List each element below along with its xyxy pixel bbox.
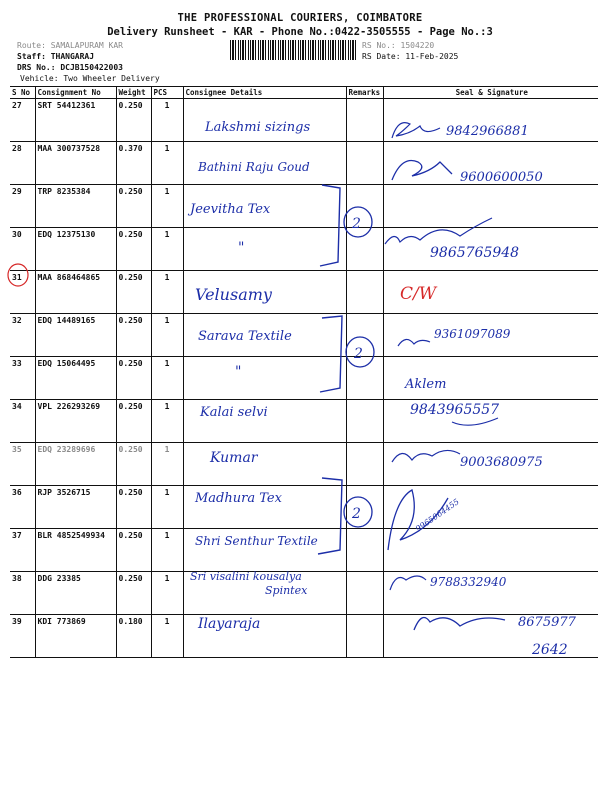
consignment-no: MAA 868464865 <box>35 271 116 314</box>
runsheet-table <box>10 86 598 658</box>
consignee-handwriting: Kumar <box>210 450 258 466</box>
sno: 33 <box>10 357 35 400</box>
sno: 29 <box>10 185 35 228</box>
weight: 0.250 <box>116 400 151 443</box>
signature-phone: 9865765948 <box>430 245 520 261</box>
pcs: 1 <box>151 99 183 142</box>
signature-cell <box>383 99 598 142</box>
rs-number: RS No.: 1504220 <box>362 41 435 50</box>
pcs: 1 <box>151 185 183 228</box>
vehicle-label: Vehicle: Two Wheeler Delivery <box>20 74 160 83</box>
pcs: 1 <box>151 314 183 357</box>
consignee-handwriting: " <box>235 364 242 380</box>
total-count: 2642 <box>532 642 568 658</box>
consignee-cell <box>183 99 346 142</box>
col-pcs: PCS <box>151 87 183 99</box>
signature-name: Aklem <box>405 377 447 392</box>
remarks-cell <box>346 615 383 658</box>
table-header-row <box>10 87 598 99</box>
pcs: 1 <box>151 615 183 658</box>
consignment-no: TRP 8235384 <box>35 185 116 228</box>
table-row <box>10 228 598 271</box>
consignee-handwriting: Kalai selvi <box>200 405 268 420</box>
barcode <box>230 40 358 60</box>
consignee-cell <box>183 529 346 572</box>
remarks-cell <box>346 271 383 314</box>
signature-phone: 9788332940 <box>430 575 507 589</box>
weight: 0.250 <box>116 99 151 142</box>
col-remarks: Remarks <box>346 87 383 99</box>
weight: 0.250 <box>116 185 151 228</box>
consignee-cell <box>183 400 346 443</box>
remarks-cell <box>346 572 383 615</box>
consignee-handwriting: Spintex <box>265 584 308 597</box>
consignee-cell <box>183 486 346 529</box>
consignment-no: RJP 3526715 <box>35 486 116 529</box>
remarks-cell <box>346 99 383 142</box>
signature-phone: 9843965557 <box>410 402 500 418</box>
pcs: 1 <box>151 357 183 400</box>
sno: 38 <box>10 572 35 615</box>
table-row <box>10 99 598 142</box>
weight: 0.250 <box>116 572 151 615</box>
signature-cell <box>383 572 598 615</box>
consignee-handwriting: Bathini Raju Goud <box>198 160 310 174</box>
col-sno: S No <box>10 87 35 99</box>
sno: 31 <box>10 271 35 314</box>
consignee-cell <box>183 271 346 314</box>
consignee-handwriting: Sri visalini kousalya <box>190 570 302 583</box>
sno: 32 <box>10 314 35 357</box>
group-count: 2 <box>352 506 361 522</box>
table-row <box>10 185 598 228</box>
sno: 34 <box>10 400 35 443</box>
consignee-handwriting: Jeevitha Tex <box>190 202 271 217</box>
table-row <box>10 529 598 572</box>
signature-cell <box>383 400 598 443</box>
consignment-no: BLR 4852549934 <box>35 529 116 572</box>
consignment-no: EDQ 23289696 <box>35 443 116 486</box>
weight: 0.250 <box>116 529 151 572</box>
sno: 39 <box>10 615 35 658</box>
signature-phone: 8675977 <box>518 615 576 630</box>
consignment-no: EDQ 15064495 <box>35 357 116 400</box>
signature-phone: 9842966881 <box>446 124 529 139</box>
table-row <box>10 314 598 357</box>
table-row <box>10 271 598 314</box>
consignment-no: MAA 300737528 <box>35 142 116 185</box>
col-consignee-details: Consignee Details <box>183 87 346 99</box>
signature-cell <box>383 271 598 314</box>
consignee-cell <box>183 185 346 228</box>
weight: 0.370 <box>116 142 151 185</box>
consignment-no: SRT 54412361 <box>35 99 116 142</box>
remarks-cell <box>346 529 383 572</box>
signature-cell <box>383 443 598 486</box>
weight: 0.250 <box>116 357 151 400</box>
consignment-no: EDQ 12375130 <box>35 228 116 271</box>
col-seal-signature: Seal & Signature <box>383 87 598 99</box>
pcs: 1 <box>151 142 183 185</box>
weight: 0.250 <box>116 443 151 486</box>
weight: 0.250 <box>116 314 151 357</box>
group-count: 2 <box>354 346 363 362</box>
remark-cw: C/W <box>400 284 437 304</box>
remarks-cell <box>346 185 383 228</box>
sno: 36 <box>10 486 35 529</box>
col-weight: Weight <box>116 87 151 99</box>
remarks-cell <box>346 228 383 271</box>
consignment-no: DDG 23385 <box>35 572 116 615</box>
signature-phone: 9965064455 <box>413 497 461 534</box>
sno: 28 <box>10 142 35 185</box>
rs-date: RS Date: 11-Feb-2025 <box>362 52 459 61</box>
signature-cell <box>383 529 598 572</box>
signature-phone: 9361097089 <box>434 327 511 341</box>
remarks-cell <box>346 314 383 357</box>
table-row <box>10 357 598 400</box>
consignee-cell <box>183 314 346 357</box>
consignee-cell <box>183 572 346 615</box>
route-label: Route: SAMALAPURAM KAR <box>17 41 123 50</box>
company-name: THE PROFESSIONAL COURIERS, COIMBATORE <box>177 12 423 24</box>
group-count: 2 <box>352 216 361 232</box>
consignment-no: EDQ 14489165 <box>35 314 116 357</box>
signature-cell <box>383 486 598 529</box>
staff-label: Staff: THANGARAJ <box>17 52 95 61</box>
consignee-handwriting: Madhura Tex <box>195 491 282 506</box>
consignee-cell <box>183 357 346 400</box>
table-row <box>10 615 598 658</box>
consignee-handwriting: Lakshmi sizings <box>205 120 311 135</box>
pcs: 1 <box>151 400 183 443</box>
signature-cell <box>383 228 598 271</box>
consignee-handwriting: Ilayaraja <box>198 616 261 632</box>
weight: 0.250 <box>116 228 151 271</box>
pcs: 1 <box>151 572 183 615</box>
table-row <box>10 572 598 615</box>
signature-phone: 9003680975 <box>460 455 543 470</box>
remarks-cell <box>346 357 383 400</box>
weight: 0.250 <box>116 271 151 314</box>
signature-cell <box>383 185 598 228</box>
runsheet-title: Delivery Runsheet - KAR - Phone No.:0422-3505555 - Page No.:3 <box>107 26 493 38</box>
weight: 0.180 <box>116 615 151 658</box>
table-row <box>10 400 598 443</box>
remarks-cell <box>346 400 383 443</box>
remarks-cell <box>346 142 383 185</box>
sno: 27 <box>10 99 35 142</box>
consignee-cell <box>183 443 346 486</box>
consignee-handwriting: Velusamy <box>195 285 272 304</box>
consignee-cell <box>183 142 346 185</box>
remarks-cell <box>346 486 383 529</box>
consignee-handwriting: Sarava Textile <box>198 329 292 344</box>
pcs: 1 <box>151 228 183 271</box>
pcs: 1 <box>151 271 183 314</box>
consignee-handwriting: " <box>238 240 245 256</box>
consignment-no: KDI 773869 <box>35 615 116 658</box>
signature-cell <box>383 615 598 658</box>
pcs: 1 <box>151 486 183 529</box>
sno: 37 <box>10 529 35 572</box>
pcs: 1 <box>151 529 183 572</box>
signature-cell <box>383 142 598 185</box>
consignee-cell <box>183 615 346 658</box>
sno: 30 <box>10 228 35 271</box>
signature-phone: 9600600050 <box>460 170 543 185</box>
table-row <box>10 486 598 529</box>
table-row <box>10 142 598 185</box>
signature-cell <box>383 357 598 400</box>
col-consignment-no: Consignment No <box>35 87 116 99</box>
table-row <box>10 443 598 486</box>
remarks-cell <box>346 443 383 486</box>
consignment-no: VPL 226293269 <box>35 400 116 443</box>
weight: 0.250 <box>116 486 151 529</box>
consignee-handwriting: Shri Senthur Textile <box>195 534 318 548</box>
sno: 35 <box>10 443 35 486</box>
consignee-cell <box>183 228 346 271</box>
drs-number: DRS No.: DCJB150422003 <box>17 63 123 72</box>
signature-cell <box>383 314 598 357</box>
pcs: 1 <box>151 443 183 486</box>
